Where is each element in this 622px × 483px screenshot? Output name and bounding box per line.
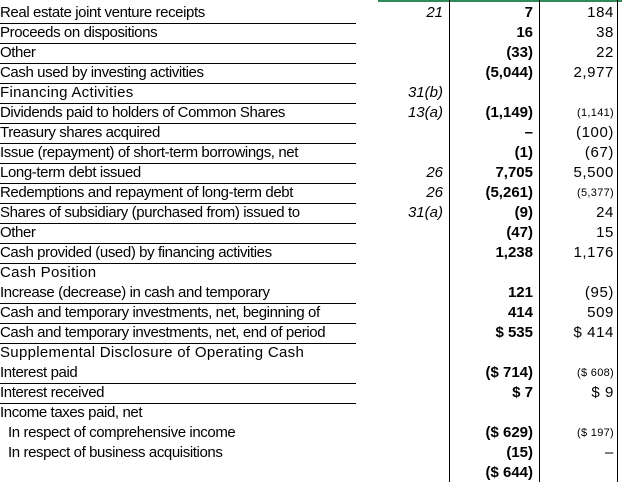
table-row [0,403,622,423]
table-row [0,263,622,283]
table-row [0,243,622,263]
prior-year-value: ($ 608) [577,367,614,379]
row-label: Other [0,223,356,244]
table-row [0,83,622,103]
table-row [0,143,622,163]
prior-year-value: 2,977 [573,64,614,81]
note-ref [356,243,449,263]
note-ref [356,283,449,303]
current-year-value: ($ 644) [485,464,533,481]
row-label: Interest received [0,383,356,404]
note-ref: 26 [426,184,443,201]
note-ref [356,223,449,243]
current-year-value: $ 535 [495,324,533,341]
current-year-value: (33) [506,44,533,61]
column-divider [617,0,618,482]
column-divider [449,0,450,482]
current-year-value: 414 [507,304,533,321]
current-year-value: ($ 629) [485,424,533,441]
row-label: Increase (decrease) in cash and temporary [0,283,356,304]
table-row [0,103,622,123]
current-year-value [449,403,539,423]
prior-year-value: $ 9 [591,384,614,401]
table-row [0,383,622,403]
prior-year-value: (5,377) [577,187,614,199]
current-year-value: 7 [524,4,533,21]
top-accent-line [378,0,622,2]
row-label: Treasury shares acquired [0,123,356,144]
prior-year-value [539,403,617,423]
table-row [0,63,622,83]
prior-year-value: 22 [596,44,614,61]
current-year-value: (5,044) [485,64,533,81]
prior-year-value: (67) [584,144,614,161]
section-heading: Supplemental Disclosure of Operating Cash [0,344,305,361]
prior-year-value: 184 [587,4,614,21]
note-ref [356,43,449,63]
table-row [0,203,622,223]
current-year-value: 121 [507,284,533,301]
current-year-value: (9) [514,204,533,221]
prior-year-value: (95) [584,284,614,301]
table-row [0,123,622,143]
current-year-value: (47) [506,224,533,241]
prior-year-value: – [605,444,614,461]
table-row [0,183,622,203]
table-row [0,283,622,303]
section-heading: Financing Activities [0,83,356,104]
row-label: Other [0,43,356,64]
row-label: Real estate joint venture receipts [0,3,356,24]
row-label: Cash provided (used) by financing activities [0,243,356,264]
note-ref [356,383,449,403]
prior-year-value: (100) [575,124,614,141]
note-ref [356,323,449,343]
current-year-value: – [524,124,533,141]
row-label: Interest paid [0,363,356,384]
current-year-value: 1,238 [495,244,533,261]
current-year-value [449,83,539,103]
note-ref [356,123,449,143]
current-year-value: ($ 714) [485,364,533,381]
current-year-value: (1,149) [485,104,533,121]
note-ref [356,363,449,383]
row-label: Long-term debt issued [0,163,356,184]
row-label: Cash and temporary investments, net, end of period [0,323,356,344]
current-year-value: (15) [506,444,533,461]
table-row [0,3,622,23]
current-year-value: (1) [514,144,533,161]
table-row [0,303,622,323]
table-row [0,443,622,463]
row-label: Cash used by investing activities [0,63,356,84]
note-ref: 13(a) [407,104,443,121]
prior-year-value [539,263,617,283]
table-row [0,343,622,363]
row-label: In respect of business acquisitions [8,444,223,461]
row-label: Issue (repayment) of short-term borrowings, net [0,143,356,164]
note-ref: 31(a) [407,204,443,221]
current-year-value [449,343,539,363]
prior-year-value: 38 [596,24,614,41]
table-row [0,423,622,443]
row-label: Income taxes paid, net [0,404,143,421]
prior-year-value: 509 [587,304,614,321]
prior-year-value: 5,500 [573,164,614,181]
note-ref [356,443,449,463]
prior-year-value: 24 [596,204,614,221]
table-row [0,163,622,183]
column-divider [539,0,540,482]
current-year-value: (5,261) [485,184,533,201]
table-row [0,463,622,483]
prior-year-value: 15 [596,224,614,241]
prior-year-value: (1,141) [577,107,614,119]
current-year-value: $ 7 [512,384,533,401]
table-row [0,23,622,43]
row-label: Proceeds on dispositions [0,23,356,44]
note-ref [356,263,449,283]
prior-year-value [539,343,617,363]
section-heading: Cash Position [0,264,97,281]
note-ref [356,463,449,483]
note-ref [356,403,449,423]
note-ref [356,303,449,323]
prior-year-value [539,83,617,103]
current-year-value: 16 [516,24,533,41]
note-ref: 31(b) [407,84,443,101]
current-year-value: 7,705 [495,164,533,181]
note-ref [356,143,449,163]
prior-year-value [539,463,617,483]
row-label [0,463,356,483]
note-ref: 21 [426,4,443,21]
table-row [0,223,622,243]
prior-year-value: 1,176 [573,244,614,261]
note-ref [356,343,449,363]
table-row [0,43,622,63]
note-ref [356,423,449,443]
note-ref [356,23,449,43]
row-label: Shares of subsidiary (purchased from) issued to [0,203,356,224]
note-ref [356,63,449,83]
table-row [0,363,622,383]
current-year-value [449,263,539,283]
prior-year-value: $ 414 [573,324,614,341]
prior-year-value: ($ 197) [577,427,614,439]
row-label: Dividends paid to holders of Common Shares [0,103,356,124]
row-label: Cash and temporary investments, net, beginning of [0,303,356,324]
table-row [0,323,622,343]
note-ref: 26 [426,164,443,181]
row-label: In respect of comprehensive income [8,424,236,441]
row-label: Redemptions and repayment of long-term debt [0,183,356,204]
